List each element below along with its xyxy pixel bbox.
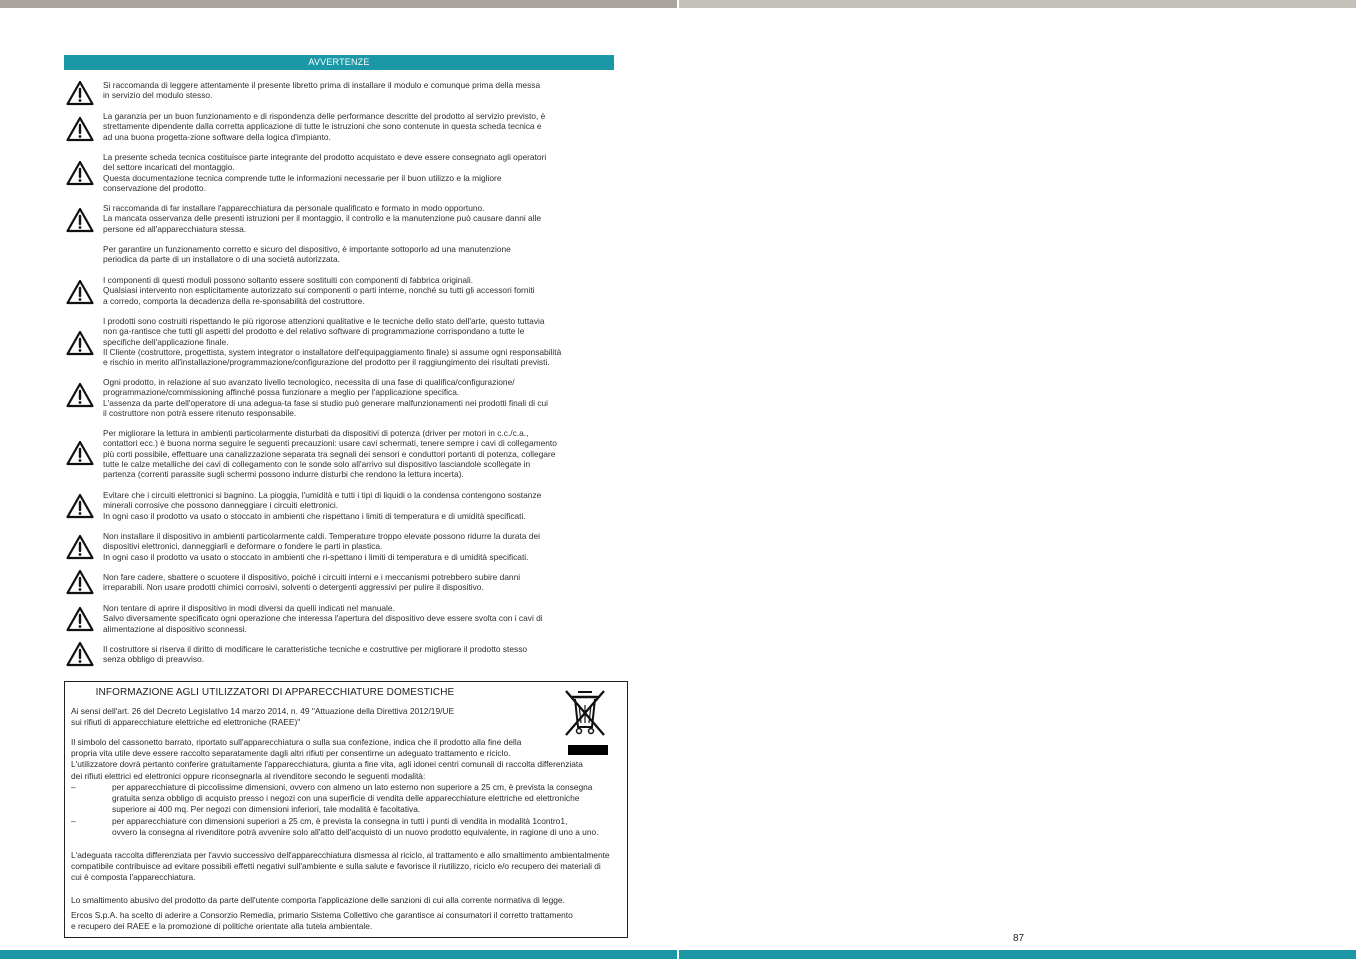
top-bar-right bbox=[679, 0, 1356, 8]
bullet-dash: – bbox=[71, 816, 76, 826]
warning-triangle-icon bbox=[66, 207, 94, 233]
warning-text: Si raccomanda di far installare l'apparecchiatura da personale qualificato e formato in modo opportuno. La mancata osservanza delle presenti istruzioni per il montaggio, il controllo e la manutenzione può causare danni alle persone ed all'apparecchiatura stessa. bbox=[103, 203, 542, 234]
weee-info-box bbox=[64, 681, 628, 938]
warning-text: Il costruttore si riserva il diritto di modificare le caratteristiche tecniche e costruttive per migliorare il prodotto stesso senza obbligo di preavviso. bbox=[103, 644, 528, 665]
warning-text: La garanzia per un buon funzionamento e di rispondenza delle performance descritte del prodotto al servizio previsto, è strettamente dipendente dalla corretta applicazione di tutte le istruzioni che sono contenute in questa scheda tecnica e ad una buona progetta-zione software della logica d'impianto. bbox=[103, 111, 546, 142]
warning-triangle-icon bbox=[66, 279, 94, 305]
weee-paragraph: Lo smaltimento abusivo del prodotto da parte dell'utente comporta l'applicazione delle sanzioni di cui alla corrente normativa di legge. bbox=[71, 895, 565, 905]
weee-paragraph: L'adeguata raccolta differenziata per l'avvio successivo dell'apparecchiatura dismessa al riciclo, al trattamento e allo smaltimento ambientalmente compatibile contribuisce ad evitare possibili effetti negativi sull'ambiente e sulla salute e favorisce il riutilizzo, riciclo e/o recupero dei materiali di cui è composta l'apparecchiatura. bbox=[71, 850, 610, 883]
weee-paragraph: Ercos S.p.A. ha scelto di aderire a Consorzio Remedia, primario Sistema Collettivo che garantisce ai consumatori il corretto trattamento e recupero dei RAEE e la promozione di politiche orientate alla tutela ambientale. bbox=[71, 910, 573, 932]
crossed-bin-icon bbox=[562, 687, 610, 739]
page-number: 87 bbox=[1013, 933, 1025, 944]
warning-triangle-icon bbox=[66, 330, 94, 356]
bullet-text: per apparecchiature di piccolissime dimensioni, ovvero con almeno un lato esterno non superiore a 25 cm, è prevista la consegna gratuita senza obbligo di acquisto presso i negozi con una superficie di vendita delle apparecchiature elettriche ed elettroniche superiore ai 400 mq. Per negozi con dimensioni inferiori, tale modalità è facoltativa. bbox=[112, 782, 593, 815]
warning-triangle-icon bbox=[66, 382, 94, 408]
warning-text: I prodotti sono costruiti rispettando le più rigorose attenzioni qualitative e le tecniche dello stato dell'arte, questo tuttavia non ga-rantisce che tutti gli aspetti del prodotto e del relativo software di programmazione corrispondano a tutte le specifiche dell'applicazione finale. Il Cliente (costruttore, progettista, system integrator o installatore dell'equipaggiamento finale) si assume ogni responsabilità e rischio in merito all'installazione/programmazione/configurazione del prodotto per il raggiungimento dei risultati previsti. bbox=[103, 316, 562, 368]
warning-triangle-icon bbox=[66, 80, 94, 106]
warning-text: La presente scheda tecnica costituisce parte integrante del prodotto acquistato e deve essere consegnato agli operatori del settore incaricati del montaggio. Questa documentazione tecnica comprende tutte le informazioni necessarie per il buon utilizzo e la migliore conservazione del prodotto. bbox=[103, 152, 547, 193]
warning-triangle-icon bbox=[66, 534, 94, 560]
warning-text: I componenti di questi moduli possono soltanto essere sostituiti con componenti di fabbrica originali. Qualsiasi intervento non esplicitamente autorizzato sui componenti o parti interne, nonché su tutti gli accessori forniti a corredo, comporta la decadenza della re-sponsabilità del costruttore. bbox=[103, 275, 535, 306]
warning-text: Ogni prodotto, in relazione al suo avanzato livello tecnologico, necessita di una fase di qualifica/configurazione/ programmazione/commissioning affinché possa funzionare a meglio per l'applicazione specifica. L'assenza da parte dell'operatore di una adegua-ta fase si studio può generare malfunzionamenti nei prodotti finali di cui il costruttore non potrà essere ritenuto responsabile. bbox=[103, 377, 549, 418]
warning-text: Non fare cadere, sbattere o scuotere il dispositivo, poiché i circuiti interni e i meccanismi potrebbero subire danni irreparabili. Non usare prodotti chimici corrosivi, solventi o detergenti aggressivi per pulire il dispositivo. bbox=[103, 572, 521, 593]
warning-triangle-icon bbox=[66, 606, 94, 632]
warning-triangle-icon bbox=[66, 440, 94, 466]
warning-triangle-icon bbox=[66, 116, 94, 142]
weee-title: INFORMAZIONE AGLI UTILIZZATORI DI APPARECCHIATURE DOMESTICHE bbox=[95, 687, 455, 698]
warning-triangle-icon bbox=[66, 160, 94, 186]
warnings-header: AVVERTENZE bbox=[64, 55, 614, 70]
warning-text: Evitare che i circuiti elettronici si bagnino. La pioggia, l'umidità e tutti i tipi di liquidi o la condensa contengono sostanze minerali corrosive che possono danneggiare i circuiti elettronici. In ogni caso il prodotto va usato o stoccato in ambienti che rispettano i limiti di temperatura e di umidità specificati. bbox=[103, 490, 542, 521]
warning-triangle-icon bbox=[66, 641, 94, 667]
warning-text: Si raccomanda di leggere attentamente il presente libretto prima di installare il modulo e comunque prima della messa in servizio del modulo stesso. bbox=[103, 80, 541, 101]
warning-text: Non installare il dispositivo in ambienti particolarmente caldi. Temperature troppo elevate possono ridurre la durata dei dispositivi elettronici, danneggiarli e deformare o fondere le parti in plastica. In ogni caso il prodotto va usato o stoccato in ambienti che ri-spettano i limiti di temperatura e di umidità specificati. bbox=[103, 531, 540, 562]
warning-triangle-icon bbox=[66, 569, 94, 595]
warning-text: Per migliorare la lettura in ambienti particolarmente disturbati da dispositivi di potenza (driver per motori in c.c./c.a., contattori ecc.) è buona norma seguire le seguenti precauzioni: usare cavi schermati, tenere sempre i cavi di collegamento più corti possibile, effettuare una canalizzazione separata tra segnali dei sensori e conduttori portanti di potenza, collegare tutte le calze metalliche dei cavi di collegamento con le sonde solo all'arrivo sul dispositivo lasciandole scollegate in partenza (correnti parassite sugli schermi possono indurre disturbi che rendono la lettura incerta). bbox=[103, 428, 557, 480]
bottom-bar-left bbox=[0, 950, 677, 959]
bullet-dash: – bbox=[71, 782, 76, 792]
bottom-bar-right bbox=[679, 950, 1356, 959]
top-bar-left bbox=[0, 0, 677, 8]
warning-text: Per garantire un funzionamento corretto e sicuro del dispositivo, è importante sottoporlo ad una manutenzione periodica da parte di un installatore o di una società autorizzata. bbox=[103, 244, 511, 265]
weee-intro: Ai sensi dell'art. 26 del Decreto Legislativo 14 marzo 2014, n. 49 "Attuazione della Direttiva 2012/19/UE sui rifiuti di apparecchiature elettriche ed elettroniche (RAEE)" bbox=[71, 706, 455, 728]
weee-paragraph: Il simbolo del cassonetto barrato, riportato sull'apparecchiatura o sulla sua confezione, indica che il prodotto alla fine della propria vita utile deve essere raccolto separatamente dagli altri rifiuti per consentirne un adeguato trattamento e riciclo. L'utilizzatore dovrà pertanto conferire gratuitamente l'apparecchiatura, giunta a fine vita, agli idonei centri comunali di raccolta differenziata dei rifiuti elettrici ed elettronici oppure riconsegnarla al rivenditore secondo le seguenti modalità: bbox=[71, 737, 583, 781]
bullet-text: per apparecchiature con dimensioni superiori a 25 cm, è prevista la consegna in tutti i punti di vendita in modalità 1contro1, ovvero la consegna al rivenditore potrà avvenire solo all'atto dell'acquisto di un nuovo prodotto equivalente, in ragione di uno a uno. bbox=[112, 816, 599, 838]
warning-triangle-icon bbox=[66, 493, 94, 519]
warning-text: Non tentare di aprire il dispositivo in modi diversi da quelli indicati nel manuale. Salvo diversamente specificato ogni operazione che interessa l'apertura del dispositivo deve essere svolta con i cavi di alimentazione al dispositivo sconnessi. bbox=[103, 603, 543, 634]
